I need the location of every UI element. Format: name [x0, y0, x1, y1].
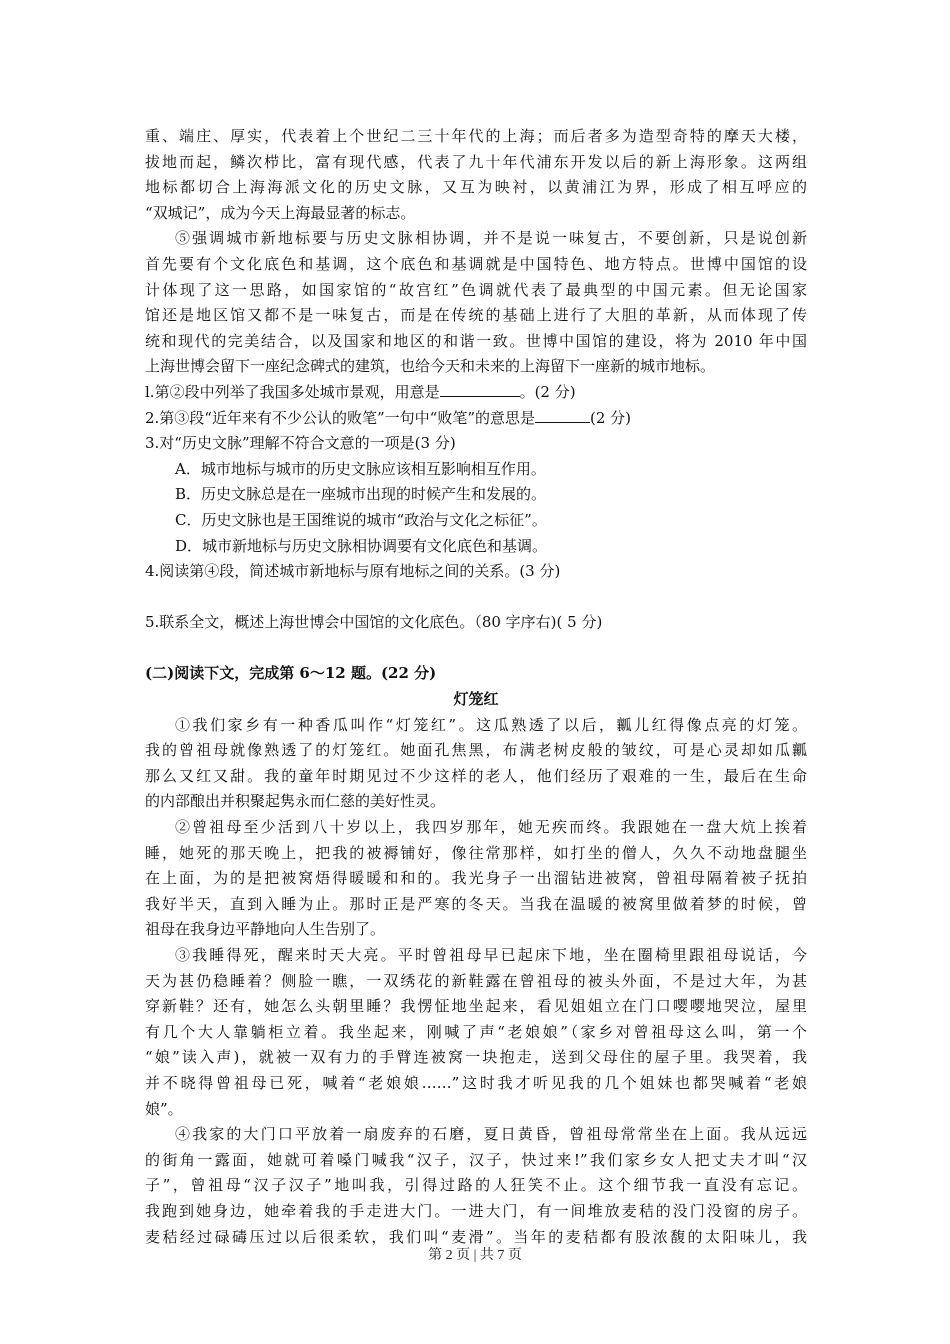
article-paragraph-2	[145, 815, 807, 943]
text-line: 我的曾祖母就像熟透了的灯笼红。她面孔焦黑，布满老树皮般的皱纹，可是心灵却如瓜瓤	[145, 741, 807, 760]
text-line: 计体现了这一思路，如国家馆的“故宫红”色调就代表了最典型的中国元素。但无论国家	[145, 280, 807, 299]
question-3: 3.对“历史文脉”理解不符合文意的一项是(3 分)	[145, 434, 456, 453]
text-line: 我好半天，直到入睡为止。那时正是严寒的冬天。当我在温暖的被窝里做着梦的时候，曾	[145, 894, 807, 913]
passage-one-paragraph-5	[145, 226, 807, 380]
text-line: 我跑到她身边，她牵着我的手走进大门。一进大门，有一间堆放麦秸的没门没窗的房子。	[145, 1201, 807, 1220]
question-4: 4.阅读第④段，简述城市新地标与原有地标之间的关系。(3 分)	[145, 562, 561, 581]
question-list	[145, 380, 807, 662]
passage-one-paragraph-4	[145, 124, 807, 226]
answer-space	[145, 585, 807, 611]
question-5: 5.联系全文，概述上海世博会中国馆的文化底色。（80 字序右)( 5 分)	[145, 613, 603, 632]
text-line: 的街角一露面，她就可着嗓门喊我“汉子，汉子，快过来!”我们家乡女人把丈夫才叫“汉	[145, 1150, 807, 1169]
answer-blank[interactable]	[440, 382, 520, 397]
article-paragraph-3	[145, 943, 807, 1122]
text-line: 统和现代的完美结合，以及国家和地区的和谐一致。世博中国馆的建设，将为 2010 年中国	[145, 331, 807, 350]
text-line: 地标都切合上海海派文化的历史文脉，又互为映衬，以黄浦江为界，形成了相互呼应的	[145, 178, 807, 197]
text-line: 上海世博会留下一座纪念碑式的建筑，也给今天和未来的上海留下一座新的城市地标。	[145, 357, 716, 376]
text-line: 那么又红又甜。我的童年时期见过不少这样的老人，他们经历了艰难的一生，最后在生命	[145, 766, 807, 785]
answer-space	[145, 636, 807, 662]
document-page	[145, 124, 807, 1250]
text-line: 重、端庄、厚实，代表着上个世纪二三十年代的上海；而后者多为造型奇特的摩天大楼，	[145, 127, 807, 145]
text-line: ⑤强调城市新地标要与历史文脉相协调，并不是说一味复古，不要创新，只是说创新	[175, 229, 807, 248]
question-3-option-b: B．历史文脉总是在一座城市出现的时候产生和发展的。	[175, 485, 547, 504]
text-line: 在上面，为的是把被窝焐得暖暖和和的。我光身子一出溜钻进被窝，曾祖母隔着被子抚拍	[145, 869, 807, 888]
text-line: 的内部酿出并积聚起隽永而仁慈的美好性灵。	[145, 792, 446, 811]
article-paragraph-1	[145, 713, 807, 815]
article-title: 灯笼红	[453, 690, 499, 709]
text-line: 麦秸经过碌碡压过以后很柔软，我们叫“麦滑”。当年的麦秸都有股浓馥的太阳味儿，我	[145, 1227, 807, 1246]
section-two-heading: (二)阅读下文，完成第 6～12 题。(22 分)	[145, 664, 437, 683]
text-line: “双城记”，成为今天上海最显著的标志。	[145, 203, 416, 222]
question-2-text: 2.第③段“近年来有不少公认的败笔”一句中“败笔”的意思是	[145, 408, 535, 427]
question-2	[145, 406, 807, 432]
text-line: ③我睡得死，醒来时天大亮。平时曾祖母早已起床下地，坐在圈椅里跟祖母说话，今	[175, 946, 807, 964]
text-line: 馆还是地区馆又都不是一味复古，而是在传统的基础上进行了大胆的革新，从而体现了传	[145, 306, 807, 325]
text-line: 拔地而起，鳞次栉比，富有现代感，代表了九十年代浦东开发以后的新上海形象。这两组	[145, 152, 807, 171]
question-2-score: (2 分)	[590, 408, 632, 427]
question-1-score: 。(2 分)	[519, 382, 576, 401]
text-line: 睡，她死的那天晚上，把我的被褥铺好，像往常那样，如打坐的僧人，久久不动地盘腿坐	[145, 843, 807, 862]
text-line: 并不晓得曾祖母已死，喊着“老娘娘……”这时我才听见我的几个姐妹也都哭喊着“老娘	[145, 1073, 807, 1092]
page-footer: 第 2 页 | 共 7 页	[428, 1248, 522, 1263]
question-3-option-a: A．城市地标与城市的历史文脉应该相互影响相互作用。	[175, 459, 546, 478]
text-line: 穿新鞋？还有，她怎么头朝里睡？我愣怔地坐起来，看见姐姐立在门口嘤嘤地哭泣，屋里	[145, 997, 807, 1016]
article-paragraph-4	[145, 1122, 807, 1250]
text-line: 天为甚仍稳睡着？侧脸一瞧，一双绣花的新鞋露在曾祖母的被头外面，不是过大年，为甚	[145, 971, 807, 990]
answer-blank[interactable]	[535, 408, 590, 423]
question-1-text: l.第②段中列举了我国多处城市景观，用意是	[145, 382, 440, 401]
text-line: 娘”。	[145, 1099, 183, 1118]
text-line: “娘”读入声)，就被一双有力的手臂连被窝一块抱走，送到父母住的屋子里。我哭着，我	[145, 1048, 807, 1067]
text-line: ④我家的大门口平放着一扇废弃的石磨，夏日黄昏，曾祖母常常坐在上面。我从远远	[175, 1125, 807, 1144]
question-1	[145, 380, 807, 406]
text-line: ①我们家乡有一种香瓜叫作“灯笼红”。这瓜熟透了以后，瓤儿红得像点亮的灯笼。	[175, 715, 807, 734]
question-3-option-d: D．城市新地标与历史文脉相协调要有文化底色和基调。	[175, 536, 548, 555]
text-line: ②曾祖母至少活到八十岁以上，我四岁那年，她无疾而终。我跟她在一盘大炕上挨着	[175, 818, 807, 837]
text-line: 首先要有个文化底色和基调，这个底色和基调就是中国特色、地方特点。世博中国馆的设	[145, 254, 807, 273]
text-line: 子”，曾祖母“汉子汉子”地叫我，引得过路的人狂笑不止。这个细节我一直没有忘记。	[145, 1176, 807, 1195]
text-line: 祖母在我身边平静地向人生告别了。	[145, 920, 386, 939]
text-line: 有几个大人靠躺柜立着。我坐起来，刚喊了声“老娘娘”（家乡对曾祖母这么叫，第一个	[145, 1022, 807, 1041]
question-3-option-c: C．历史文脉也是王国维说的城市“政治与文化之标征”。	[175, 510, 547, 529]
